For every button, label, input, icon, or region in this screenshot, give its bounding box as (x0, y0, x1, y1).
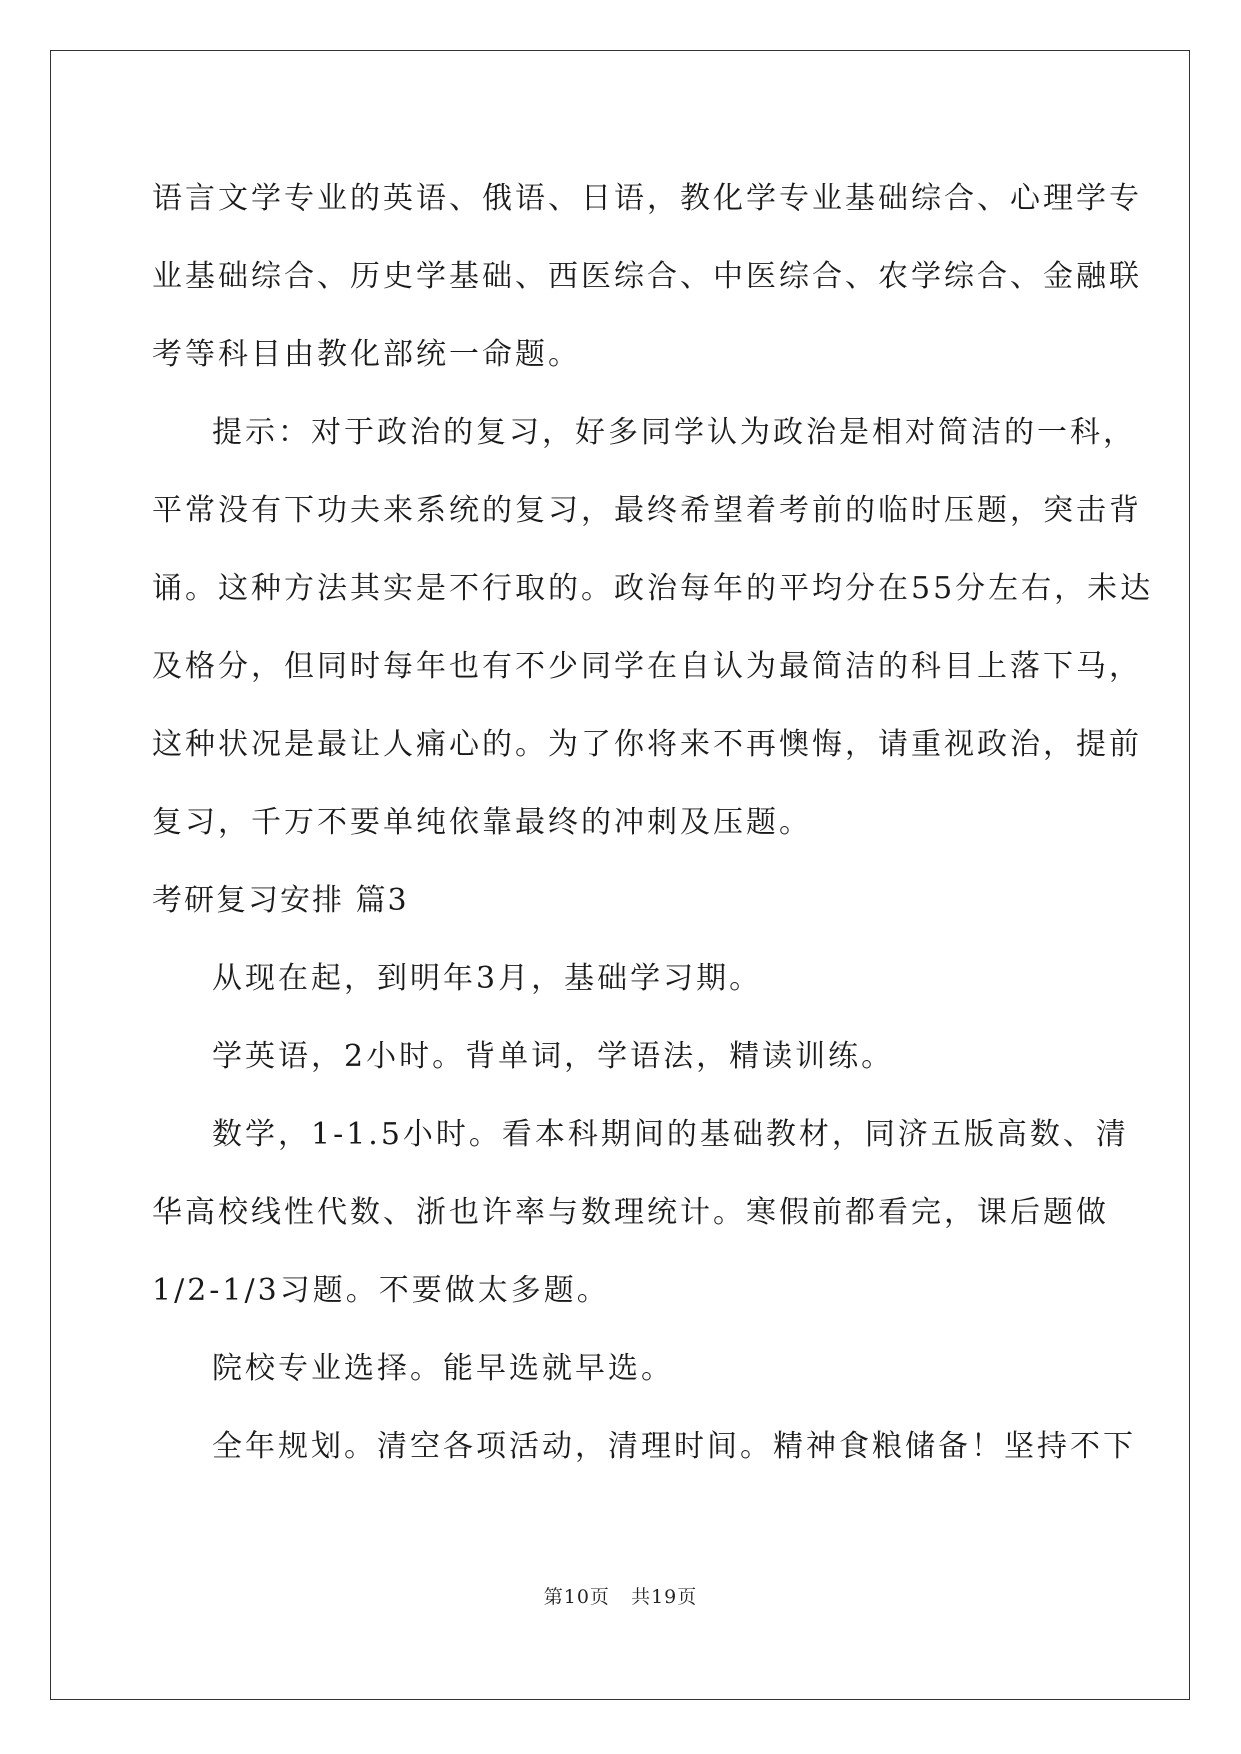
text-line: 数学，1-1.5小时。看本科期间的基础教材，同济五版高数、清 (212, 1117, 1129, 1152)
text-line: 复习，千万不要单纯依靠最终的冲刺及压题。 (152, 805, 812, 840)
text-line: 考等科目由教化部统一命题。 (152, 337, 581, 372)
text-line: 从现在起，到明年3月，基础学习期。 (212, 961, 763, 996)
section-heading: 考研复习安排 篇3 (152, 883, 409, 918)
text-line: 语言文学专业的英语、俄语、日语，教化学专业基础综合、心理学专 (152, 181, 1142, 216)
text-line: 院校专业选择。能早选就早选。 (212, 1351, 674, 1386)
page-total: 共19页 (631, 1586, 698, 1608)
page-number: 第10页 (543, 1586, 610, 1608)
page-footer (0, 1582, 1241, 1609)
text-line: 诵。这种方法其实是不行取的。政治每年的平均分在55分左右，未达 (152, 571, 1154, 606)
paragraph (152, 1330, 1088, 1408)
paragraph (152, 1018, 1088, 1096)
paragraph (152, 940, 1088, 1018)
paragraph (152, 1408, 1136, 1486)
text-line: 这种状况是最让人痛心的。为了你将来不再懊悔，请重视政治，提前 (152, 727, 1142, 762)
paragraph (152, 394, 1154, 862)
text-line: 华高校线性代数、浙也许率与数理统计。寒假前都看完，课后题做 (152, 1195, 1109, 1230)
text-line: 1/2-1/3习题。不要做太多题。 (152, 1273, 610, 1308)
paragraph (152, 160, 1142, 394)
document-body (152, 160, 1154, 1486)
paragraph (152, 1096, 1129, 1330)
text-line: 业基础综合、历史学基础、西医综合、中医综合、农学综合、金融联 (152, 259, 1142, 294)
text-line: 平常没有下功夫来系统的复习，最终希望着考前的临时压题，突击背 (152, 493, 1142, 528)
text-line: 学英语，2小时。背单词，学语法，精读训练。 (212, 1039, 895, 1074)
text-line: 全年规划。清空各项活动，清理时间。精神食粮储备！坚持不下 (212, 1429, 1136, 1464)
text-line: 及格分，但同时每年也有不少同学在自认为最简洁的科目上落下马， (152, 649, 1142, 684)
text-line: 提示：对于政治的复习，好多同学认为政治是相对简洁的一科， (212, 415, 1136, 450)
